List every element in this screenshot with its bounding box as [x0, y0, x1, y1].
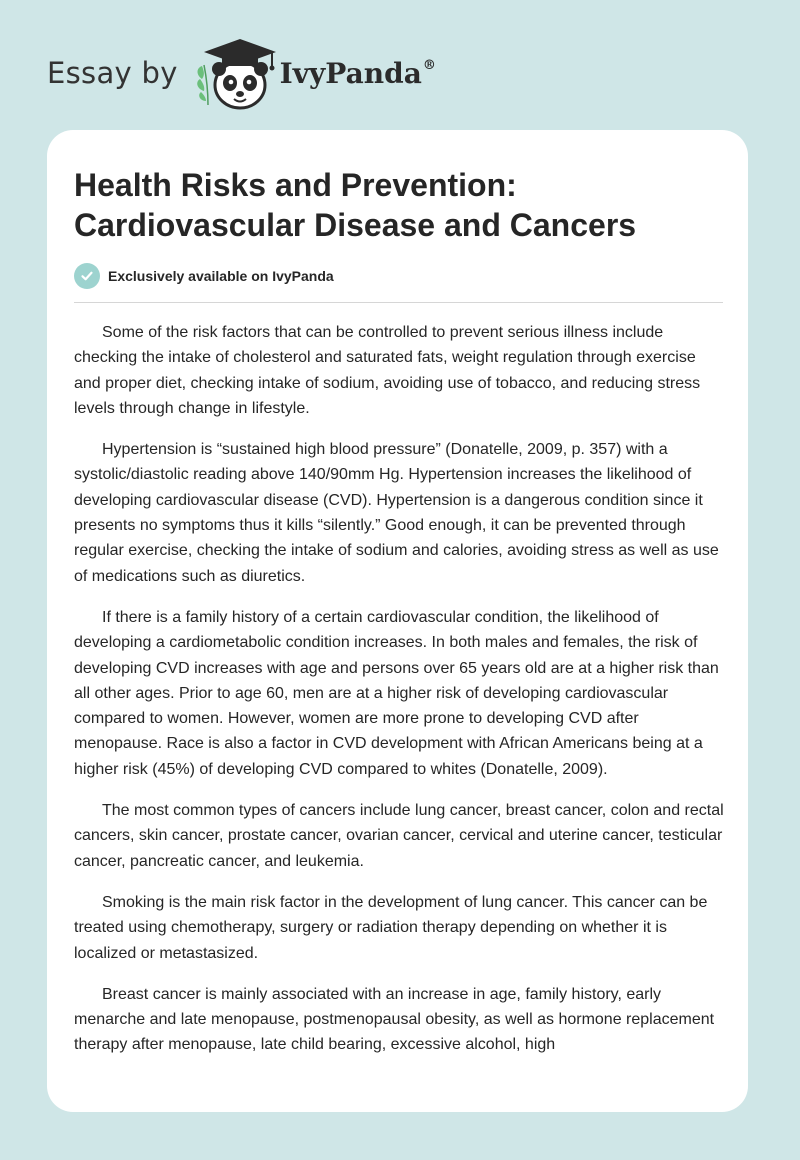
paragraph: If there is a family history of a certain cardiovascular condition, the likelihood of developing a cardiometabolic condition increases. In both males and females, the risk of developing CVD increases with age and persons over 65 years old are at a higher risk than all other ages. Prior to age 60, men are at a higher risk of developing cardiovascular compared to women. However, women are more prone to developing CVD after menopause. Race is also a factor in CVD development with African Americans being at a higher risk (45%) of developing CVD compared to whites (Donatelle, 2009).	[74, 608, 719, 778]
paragraph: Breast cancer is mainly associated with an increase in age, family history, early menarche and late menopause, postmenopausal obesity, as well as hormone replacement therapy after menopause, late child bearing, excessive alcohol, high	[74, 985, 715, 1054]
essay-body	[74, 320, 726, 1074]
paragraph: Hypertension is “sustained high blood pressure” (Donatelle, 2009, p. 357) with a systolic/diastolic reading above 140/90mm Hg. Hypertension increases the likelihood of developing cardiovascular disease (CVD). Hypertension is a dangerous condition since it presents no symptoms thus it kills “silently.” Good enough, it can be prevented through regular exercise, checking the intake of sodium and calories, avoiding stress as well as use of medications such as diuretics.	[74, 441, 719, 585]
brand-header	[47, 33, 436, 113]
brand-name: IvyPanda®	[279, 56, 436, 90]
divider	[74, 302, 723, 303]
check-icon	[74, 263, 100, 289]
essay-card	[47, 130, 748, 1112]
paragraph: Smoking is the main risk factor in the development of lung cancer. This cancer can be treated using chemotherapy, surgery or radiation therapy depending on whether it is localized or metastasized.	[74, 893, 708, 962]
paragraph: Some of the risk factors that can be controlled to prevent serious illness include checking the intake of cholesterol and saturated fats, weight regulation through exercise and proper diet, checking intake of sodium, avoiding use of tobacco, and reducing stress levels through change in lifestyle.	[74, 324, 701, 417]
exclusive-label: Exclusively available on IvyPanda	[108, 268, 334, 284]
exclusive-badge	[74, 263, 334, 289]
brand-prefix: Essay by	[47, 56, 178, 90]
page-title: Health Risks and Prevention: Cardiovascular Disease and Cancers	[74, 167, 637, 243]
panda-logo-icon	[192, 35, 278, 111]
registered-mark: ®	[422, 57, 436, 73]
paragraph: The most common types of cancers include lung cancer, breast cancer, colon and rectal cancers, skin cancer, prostate cancer, ovarian cancer, cervical and uterine cancer, testicular cancer, pancreatic cancer, and leukemia.	[74, 802, 724, 870]
